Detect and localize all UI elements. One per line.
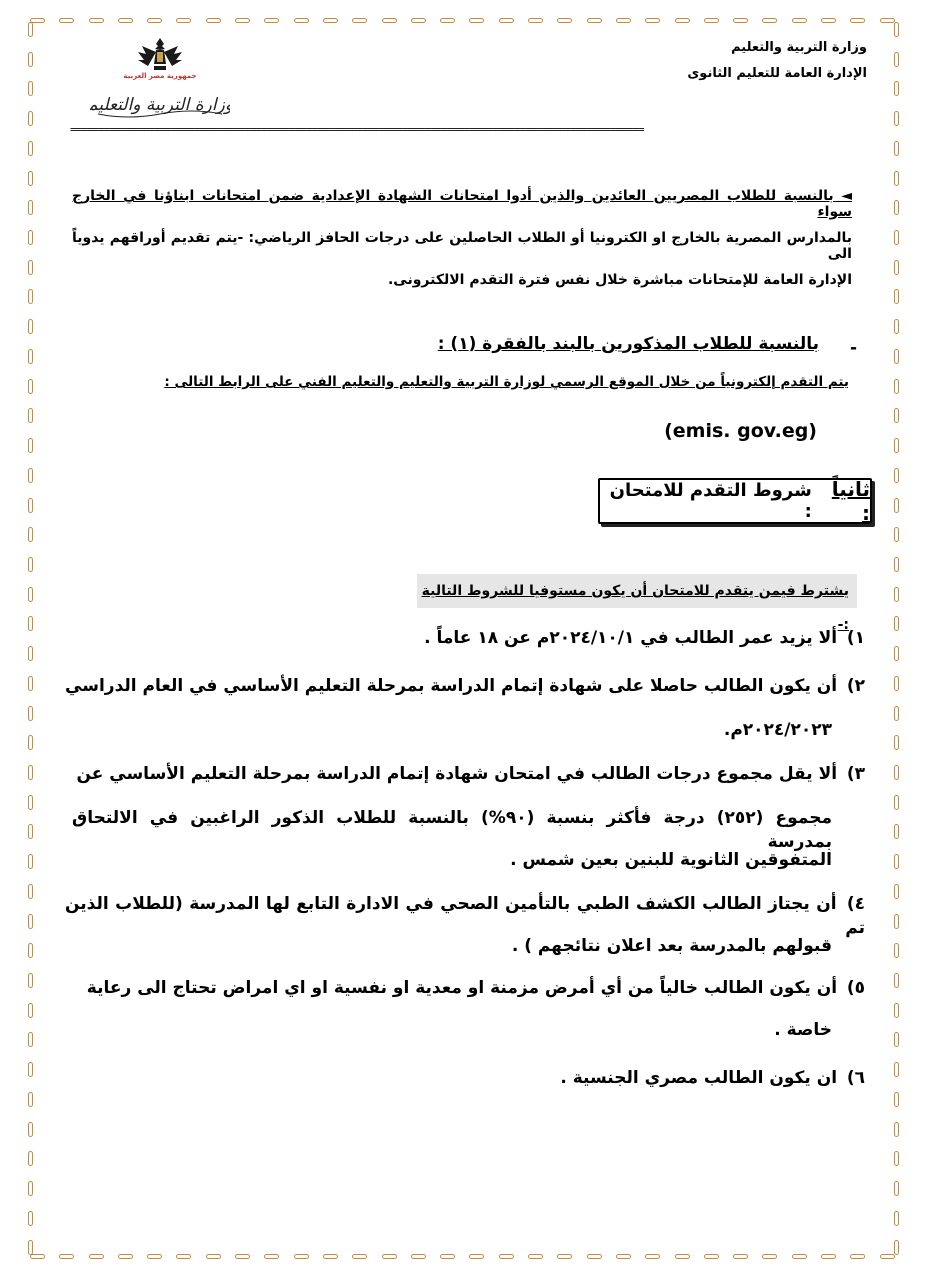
frame-link — [206, 1254, 221, 1259]
frame-link — [499, 1254, 514, 1259]
frame-link — [28, 498, 33, 513]
page-frame-bottom — [30, 1250, 895, 1262]
frame-link — [894, 557, 899, 572]
frame-link — [28, 676, 33, 691]
frame-link — [894, 200, 899, 215]
frame-link — [894, 824, 899, 839]
frame-link — [28, 884, 33, 899]
frame-link — [894, 468, 899, 483]
condition-item-3-cont-1: مجموع (٢٥٢) درجة فأكثر بنسبة (٩٠%) بالنسبة للطلاب الذكور الراغبين في الالتحاق بمدرسة — [72, 808, 832, 852]
frame-link — [557, 18, 572, 23]
frame-link — [118, 18, 133, 23]
frame-link — [528, 18, 543, 23]
logo-script: وزارة التربية والتعليم — [90, 95, 230, 115]
frame-link — [894, 1062, 899, 1077]
directorate-name: الإدارة العامة للتعليم الثانوى — [687, 66, 867, 81]
frame-link — [894, 81, 899, 96]
frame-link — [28, 735, 33, 750]
frame-link — [616, 18, 631, 23]
frame-link — [440, 18, 455, 23]
frame-link — [821, 1254, 836, 1259]
frame-link — [850, 18, 865, 23]
frame-link — [30, 1254, 45, 1259]
frame-link — [147, 18, 162, 23]
frame-link — [411, 18, 426, 23]
frame-link — [30, 18, 45, 23]
emis-link[interactable]: (emis. gov.eg) — [664, 420, 817, 442]
frame-link — [28, 1181, 33, 1196]
frame-link — [894, 438, 899, 453]
frame-link — [28, 943, 33, 958]
frame-link — [894, 230, 899, 245]
frame-link — [264, 18, 279, 23]
frame-link — [616, 1254, 631, 1259]
frame-link — [733, 18, 748, 23]
frame-link — [894, 1181, 899, 1196]
ministry-logo — [90, 34, 230, 124]
frame-link — [28, 438, 33, 453]
condition-item-2-cont: ٢٠٢٤/٢٠٢٣م. — [723, 720, 832, 740]
frame-link — [28, 319, 33, 334]
frame-link — [762, 18, 777, 23]
frame-link — [89, 1254, 104, 1259]
frame-link — [894, 1151, 899, 1166]
page-frame-right — [889, 22, 903, 1256]
frame-link — [147, 1254, 162, 1259]
frame-link — [28, 557, 33, 572]
frame-link — [894, 1211, 899, 1226]
frame-link — [28, 111, 33, 126]
paragraph2-body: يتم التقدم إلكترونياً من خلال الموقع الرسمي لوزارة التربية والتعليم والتعليم الفني على الرابط التالى : — [164, 374, 849, 390]
frame-link — [499, 18, 514, 23]
frame-link — [28, 1003, 33, 1018]
frame-link — [28, 973, 33, 988]
eagle-emblem-icon — [90, 34, 230, 124]
ministry-name: وزارة التربية والتعليم — [731, 40, 867, 55]
frame-link — [587, 1254, 602, 1259]
frame-link — [894, 616, 899, 631]
condition-text: ان يكون الطالب مصري الجنسية . — [560, 1068, 838, 1088]
frame-link — [264, 1254, 279, 1259]
frame-link — [28, 468, 33, 483]
paragraph2-dash: - — [849, 338, 857, 358]
frame-link — [28, 616, 33, 631]
frame-link — [894, 973, 899, 988]
frame-link — [894, 498, 899, 513]
frame-link — [894, 349, 899, 364]
frame-link — [28, 1211, 33, 1226]
frame-link — [28, 379, 33, 394]
condition-text: أن يكون الطالب حاصلا على شهادة إتمام الدراسة بمرحلة التعليم الأساسي في العام الدراسي — [65, 676, 838, 696]
frame-link — [294, 18, 309, 23]
frame-link — [645, 1254, 660, 1259]
condition-number: ٥) — [846, 978, 865, 998]
frame-link — [411, 1254, 426, 1259]
frame-link — [894, 289, 899, 304]
frame-link — [28, 765, 33, 780]
frame-link — [894, 1092, 899, 1107]
section-label: ثانياً : — [831, 477, 870, 525]
conditions-intro: يشترط فيمن يتقدم للامتحان أن يكون مستوفيا للشروط التالية :- — [417, 574, 857, 608]
frame-link — [880, 1254, 895, 1259]
frame-link — [821, 18, 836, 23]
frame-link — [675, 18, 690, 23]
frame-link — [28, 141, 33, 156]
frame-link — [28, 854, 33, 869]
frame-link — [894, 854, 899, 869]
paragraph1-line3: الإدارة العامة للإمتحانات مباشرة خلال نفس فترة التقدم الالكترونى. — [387, 272, 852, 288]
page-frame-left — [23, 22, 37, 1256]
frame-link — [894, 914, 899, 929]
frame-link — [323, 1254, 338, 1259]
frame-link — [894, 111, 899, 126]
frame-link — [28, 824, 33, 839]
frame-link — [28, 81, 33, 96]
frame-link — [89, 18, 104, 23]
frame-link — [28, 408, 33, 423]
frame-link — [28, 1151, 33, 1166]
frame-link — [894, 587, 899, 602]
condition-number: ١) — [846, 628, 865, 648]
frame-link — [762, 1254, 777, 1259]
frame-link — [894, 408, 899, 423]
condition-item-1 — [65, 626, 865, 650]
frame-link — [792, 18, 807, 23]
condition-item-6 — [65, 1066, 865, 1090]
section-heading-box — [598, 478, 872, 524]
frame-link — [352, 1254, 367, 1259]
frame-link — [894, 676, 899, 691]
condition-item-5 — [65, 976, 865, 1000]
frame-link — [894, 171, 899, 186]
condition-item-4-cont: قبولهم بالمدرسة بعد اعلان نتائجهم ) . — [511, 936, 832, 956]
frame-link — [469, 18, 484, 23]
page-frame-top — [30, 14, 895, 26]
frame-link — [792, 1254, 807, 1259]
frame-link — [894, 1032, 899, 1047]
frame-link — [557, 1254, 572, 1259]
frame-link — [704, 18, 719, 23]
frame-link — [294, 1254, 309, 1259]
frame-link — [894, 319, 899, 334]
frame-link — [28, 52, 33, 67]
frame-link — [235, 18, 250, 23]
frame-link — [28, 1032, 33, 1047]
frame-link — [894, 527, 899, 542]
paragraph1-line1: ◄ بالنسبة للطلاب المصريين العائدين والذين أدوا امتحانات الشهادة الإعدادية ضمن امتحانات ابناؤنا في الخارج سواء — [72, 188, 852, 220]
frame-link — [894, 646, 899, 661]
condition-text: أن يجتاز الطالب الكشف الطبي بالتأمين الصحي في الادارة التابع لها المدرسة (للطلاب الذين تم — [65, 894, 865, 938]
frame-link — [894, 795, 899, 810]
frame-link — [176, 1254, 191, 1259]
frame-link — [206, 18, 221, 23]
frame-link — [118, 1254, 133, 1259]
condition-number: ٦) — [846, 1068, 865, 1088]
frame-link — [28, 349, 33, 364]
frame-link — [894, 260, 899, 275]
section-title: شروط التقدم للامتحان : — [609, 480, 812, 522]
frame-link — [28, 1062, 33, 1077]
frame-link — [704, 1254, 719, 1259]
frame-link — [28, 200, 33, 215]
frame-link — [235, 1254, 250, 1259]
condition-item-3 — [65, 762, 865, 786]
frame-link — [28, 1122, 33, 1137]
condition-item-2 — [65, 674, 865, 698]
frame-link — [894, 943, 899, 958]
frame-link — [28, 646, 33, 661]
logo-caption: جمهورية مصر العربية — [123, 72, 197, 80]
frame-link — [28, 260, 33, 275]
condition-text: ألا يقل مجموع درجات الطالب في امتحان شهادة إتمام الدراسة بمرحلة التعليم الأساسي عن — [76, 764, 838, 784]
frame-link — [645, 18, 660, 23]
frame-link — [28, 527, 33, 542]
frame-link — [59, 18, 74, 23]
frame-link — [28, 914, 33, 929]
condition-number: ٤) — [846, 894, 865, 914]
condition-number: ٣) — [846, 764, 865, 784]
condition-text: ألا يزيد عمر الطالب في ٢٠٢٤/١٠/١م عن ١٨ عاماً . — [424, 628, 838, 648]
frame-link — [733, 1254, 748, 1259]
frame-link — [894, 735, 899, 750]
frame-link — [469, 1254, 484, 1259]
frame-link — [587, 18, 602, 23]
frame-link — [894, 1003, 899, 1018]
frame-link — [352, 18, 367, 23]
frame-link — [323, 18, 338, 23]
condition-text: أن يكون الطالب خالياً من أي أمرض مزمنة او معدية او نفسية او اي امراض تحتاج الى رعاية — [86, 978, 838, 998]
condition-number: ٢) — [846, 676, 865, 696]
frame-link — [28, 706, 33, 721]
condition-item-5-cont: خاصة . — [774, 1020, 832, 1040]
frame-link — [850, 1254, 865, 1259]
frame-link — [382, 1254, 397, 1259]
condition-item-3-cont-2: المتفوقين الثانوية للبنين بعين شمس . — [510, 850, 832, 870]
frame-link — [528, 1254, 543, 1259]
frame-link — [440, 1254, 455, 1259]
header-separator: ====================================================================================================== — [70, 124, 644, 136]
frame-link — [894, 765, 899, 780]
frame-link — [28, 1092, 33, 1107]
frame-link — [28, 289, 33, 304]
paragraph1-line2: بالمدارس المصرية بالخارج او الكترونيا أو الطلاب الحاصلين على درجات الحافز الرياضي: -يتم تقديم أوراقهم يدوياً الى — [72, 230, 852, 262]
frame-link — [894, 52, 899, 67]
frame-link — [28, 230, 33, 245]
frame-link — [382, 18, 397, 23]
frame-link — [894, 706, 899, 721]
frame-link — [28, 587, 33, 602]
frame-link — [59, 1254, 74, 1259]
frame-link — [894, 884, 899, 899]
frame-link — [894, 379, 899, 394]
frame-link — [28, 795, 33, 810]
frame-link — [28, 171, 33, 186]
frame-link — [894, 141, 899, 156]
frame-link — [894, 1122, 899, 1137]
condition-item-4 — [65, 892, 865, 940]
frame-link — [675, 1254, 690, 1259]
paragraph2-title: بالنسبة للطلاب المذكورين بالبند بالفقرة (١) : — [437, 334, 819, 354]
frame-link — [880, 18, 895, 23]
frame-link — [176, 18, 191, 23]
